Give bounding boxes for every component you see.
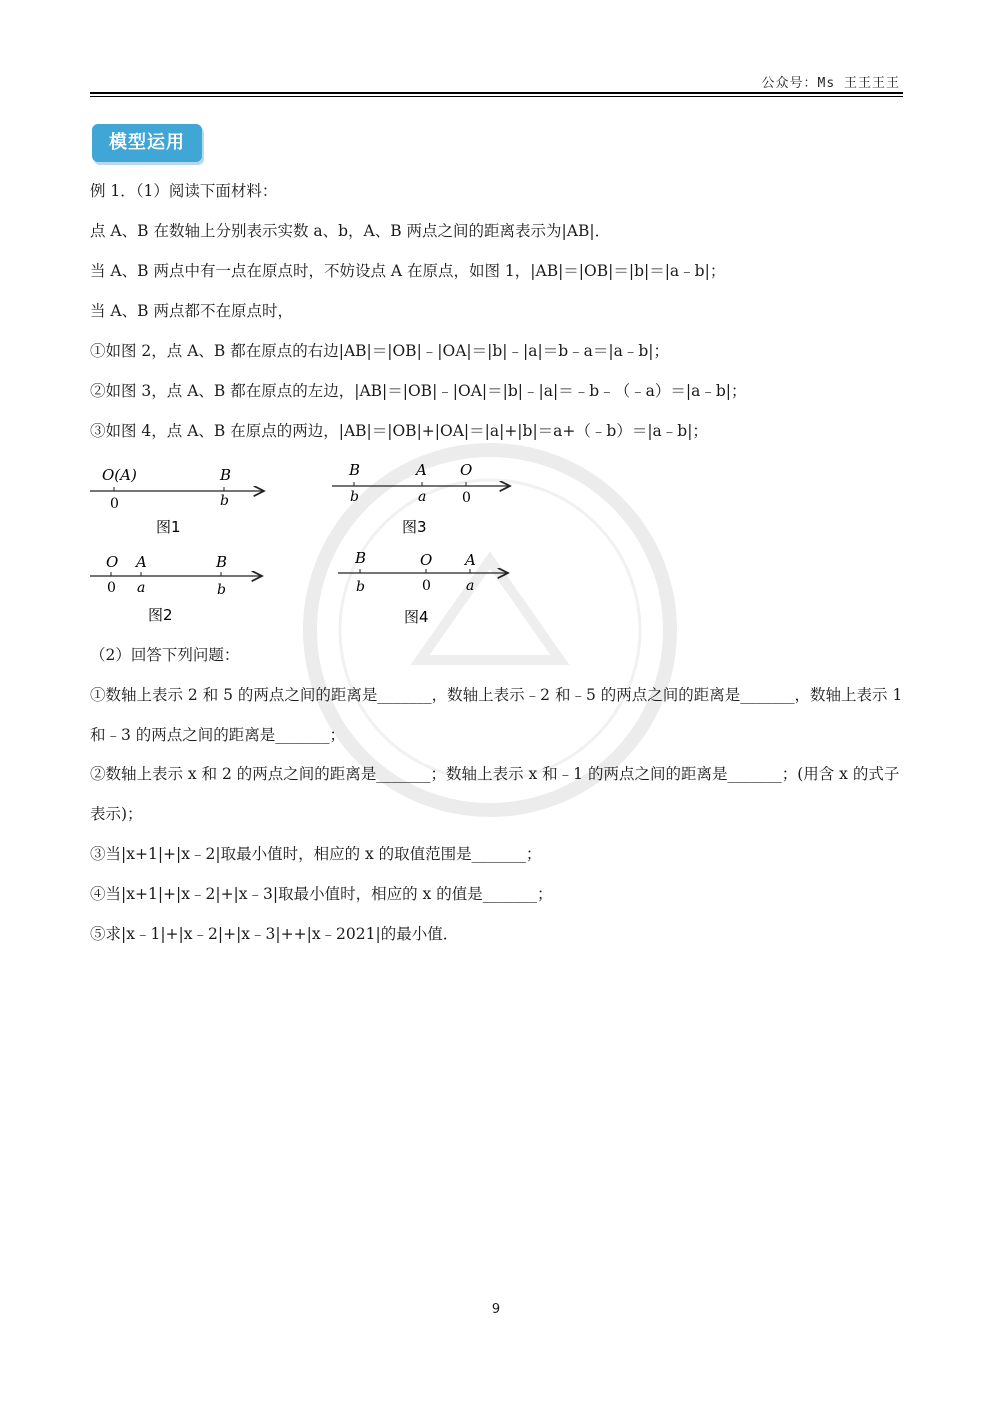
fig1-label-origin: O(A)	[102, 466, 137, 484]
figure-1	[90, 466, 264, 536]
fig2-caption: 图2	[148, 606, 173, 624]
fig4-label-b-point: B	[355, 549, 367, 567]
figure-2	[90, 553, 262, 624]
question-1: ①数轴上表示 2 和 5 的两点之间的距离是_______，数轴上表示﹣2 和﹣5 的两点之间的距离是_______，数轴上表示 1 和﹣3 的两点之间的距离是_______；	[90, 686, 903, 744]
fig4-tick-a: a	[466, 578, 475, 594]
page-number: 9	[491, 1302, 501, 1317]
fig3-label-origin: O	[460, 461, 473, 479]
fig3-caption: 图3	[402, 518, 427, 536]
fig2-label-b-point: B	[216, 553, 228, 571]
fig4-caption: 图4	[404, 608, 429, 626]
section-badge: 模型运用	[92, 124, 202, 162]
fig4-label-a-point: A	[465, 551, 476, 569]
question-5: ⑤求|x﹣1|+|x﹣2|+|x﹣3|++|x﹣2021|的最小值．	[90, 925, 459, 943]
header-rule	[90, 92, 903, 94]
figure-3	[332, 461, 510, 536]
fig1-caption: 图1	[156, 518, 181, 536]
fig4-label-origin: O	[420, 551, 433, 569]
header-account: 公众号：Ms 王王王王	[761, 76, 900, 91]
fig4-tick-b: b	[356, 579, 365, 595]
fig1-tick-b: b	[220, 493, 229, 509]
fig2-tick-a: a	[137, 580, 146, 596]
fig4-tick-0: 0	[422, 578, 431, 594]
question-2: ②数轴上表示 x 和 2 的两点之间的距离是_______；数轴上表示 x 和﹣1 的两点之间的距离是_______；(用含 x 的式子表示)；	[90, 765, 900, 823]
figure-4	[338, 549, 508, 626]
fig1-label-b-point: B	[220, 466, 232, 484]
fig2-label-a-point: A	[136, 553, 147, 571]
example-intro: 例 1．（1）阅读下面材料：	[90, 182, 278, 200]
fig2-label-origin: O	[106, 553, 119, 571]
fig3-label-a-point: A	[416, 461, 427, 479]
paragraph-6: ③如图 4，点 A、B 在原点的两边，|AB|＝|OB|+|OA|＝|a|+|b|＝a+（﹣b）＝|a﹣b|；	[90, 422, 708, 440]
paragraph-5: ②如图 3，点 A、B 都在原点的左边，|AB|＝|OB|﹣|OA|＝|b|﹣|a|＝﹣b﹣（﹣a）＝|a﹣b|；	[90, 382, 747, 400]
fig2-tick-0: 0	[107, 580, 116, 596]
fig2-tick-b: b	[217, 582, 226, 598]
question-4: ④当|x+1|+|x﹣2|+|x﹣3|取最小值时，相应的 x 的值是_______；	[90, 885, 553, 903]
question-3: ③当|x+1|+|x﹣2|取最小值时，相应的 x 的取值范围是_______；	[90, 845, 542, 863]
fig3-tick-0: 0	[462, 490, 471, 506]
paragraph-2: 当 A、B 两点中有一点在原点时，不妨设点 A 在原点，如图 1，|AB|＝|OB|＝|b|＝|a﹣b|；	[90, 262, 726, 280]
number-line-figures	[88, 456, 528, 636]
paragraph-4: ①如图 2，点 A、B 都在原点的右边|AB|＝|OB|﹣|OA|＝|b|﹣|a|＝b﹣a＝|a﹣b|；	[90, 342, 669, 360]
fig3-tick-a: a	[418, 489, 427, 505]
header-rule-thin	[90, 96, 903, 97]
paragraph-1: 点 A、B 在数轴上分别表示实数 a、b，A、B 两点之间的距离表示为|AB|．	[90, 222, 611, 240]
fig1-tick-0: 0	[110, 496, 119, 512]
fig3-label-b-point: B	[349, 461, 361, 479]
fig3-tick-b: b	[350, 489, 359, 505]
questions-intro: （2）回答下列问题：	[90, 646, 240, 664]
paragraph-3: 当 A、B 两点都不在原点时，	[90, 302, 293, 320]
